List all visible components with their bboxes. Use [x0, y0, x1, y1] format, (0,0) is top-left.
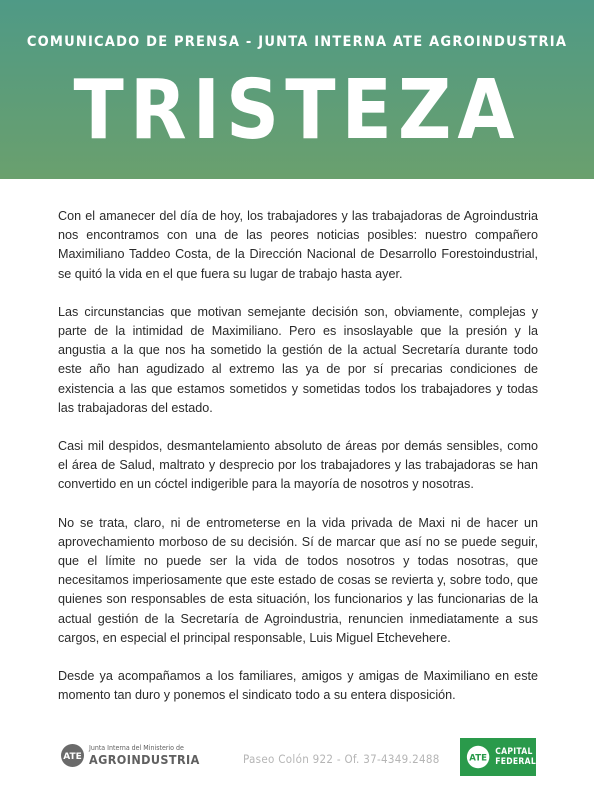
footer [0, 735, 594, 785]
org-title: AGROINDUSTRIA [89, 752, 200, 767]
press-release-body [58, 207, 538, 724]
paragraph: Casi mil despidos, desmantelamiento absoluto de áreas por demás sensibles, como el área de Salud, maltrato y desprecio por los trabajadores y las trabajadoras se han convertido en un cóctel indigerible para la mayoría de nosotros y nosotras. [58, 439, 538, 492]
ate-emblem-icon [60, 743, 85, 768]
capital-line: CAPITAL [495, 747, 533, 757]
ate-capital-federal-logo [460, 738, 536, 776]
ate-emblem-lettering: ATE [63, 752, 82, 762]
paragraph: Con el amanecer del día de hoy, los trabajadores y las trabajadoras de Agroindustria nos encontramos con una de las peores noticias posibles: nuestro compañero Maximiliano Taddeo Costa, de la Dirección Nacional de Desarrollo Forestoindustrial, se quitó la vida en el que fuera su lugar de trabajo hasta ayer. [58, 209, 538, 281]
org-subtitle: Junta Interna del Ministerio de [89, 744, 184, 752]
federal-line: FEDERAL [495, 757, 536, 767]
press-release-kicker: COMUNICADO DE PRENSA - JUNTA INTERNA ATE AGROINDUSTRIA [26, 34, 568, 50]
org-name [89, 744, 200, 767]
ate-emblem-icon [466, 743, 490, 771]
capital-federal-label [495, 747, 536, 767]
agroindustria-logo [60, 743, 200, 768]
paragraph: Desde ya acompañamos a los familiares, amigos y amigas de Maximiliano en este momento tan duro y ponemos el sindicato todo a su entera disposición. [58, 669, 538, 703]
contact-address: Paseo Colón 922 - Of. 37-4349.2488 [243, 752, 440, 766]
paragraph: Las circunstancias que motivan semejante decisión son, obviamente, complejas y parte de la intimidad de Maximiliano. Pero es insoslayable que la presión y la angustia a la que nos ha sometido la gestión de la actual Secretaría durante todo este año han agudizado al extremo las ya de por sí precarias condiciones de existencia a las que estamos sometidos y sometidas todos los trabajadores y todas las trabajadoras del estado. [58, 304, 538, 415]
paragraph: No se trata, claro, ni de entrometerse en la vida privada de Maxi ni de hacer un aprovechamiento morboso de su decisión. Sí de marcar que así no se puede seguir, que el límite no puede ser la vida de todos nosotros y todas nosotras, que necesitamos imperiosamente que este estado de cosas se revierta y, sobre todo, que quienes son responsables de esta situación, los funcionarios y las funcionarias de la actual gestión de la Secretaría de Agroindustria, renuncien inmediatamente a sus cargos, en especial el principal responsable, Luis Miguel Etchevehere. [58, 515, 538, 645]
header-banner [0, 0, 594, 179]
headline: TRISTEZA [73, 63, 521, 158]
ate-emblem-lettering: ATE [469, 753, 487, 764]
